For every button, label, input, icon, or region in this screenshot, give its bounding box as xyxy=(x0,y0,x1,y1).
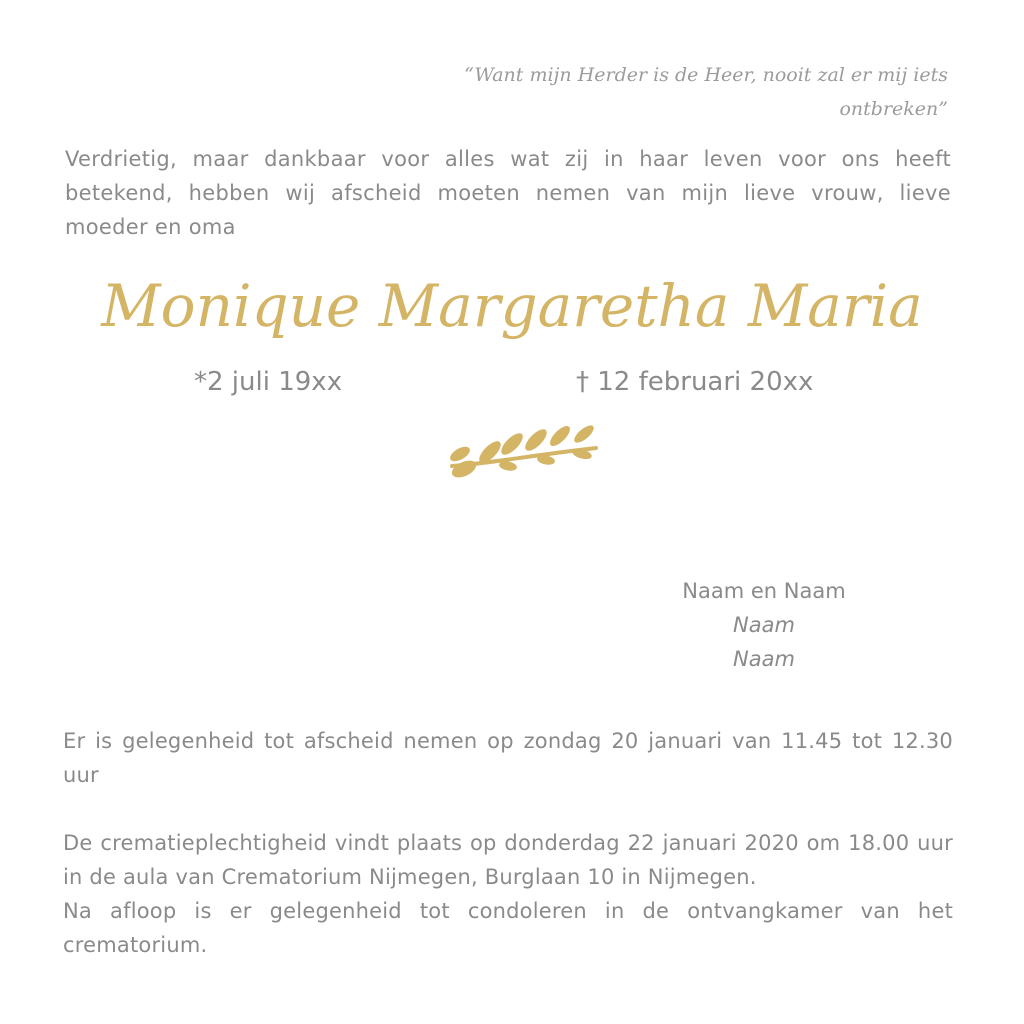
ceremony-text xyxy=(63,826,953,962)
family-line-2: Naam xyxy=(733,613,795,637)
birth-date: *2 juli 19xx xyxy=(194,367,343,397)
quote-line-1: “Want mijn Herder is de Heer, nooit zal er mij iets xyxy=(464,64,948,86)
ceremony-text-1: De crematieplechtigheid vindt plaats op donderdag 22 januari 2020 om 18.00 uur in de aula van Crematorium Nijmegen, Burglaan 10 in Nijmegen. xyxy=(63,831,953,889)
quote-line-2: ontbreken” xyxy=(839,98,948,120)
intro-text: Verdrietig, maar dankbaar voor alles wat zij in haar leven voor ons heeft betekend, hebben wij afscheid moeten nemen van mijn lieve vrouw, lieve moeder en oma xyxy=(65,147,951,239)
deceased-name: Monique Margaretha Maria xyxy=(101,272,923,340)
bible-quote xyxy=(400,58,948,126)
farewell-text: Er is gelegenheid tot afscheid nemen op zondag 20 januari van 11.45 tot 12.30 uur xyxy=(63,729,953,787)
ceremony-text-2: Na afloop is er gelegenheid tot condoleren in de ontvangkamer van het crematorium. xyxy=(63,899,953,957)
family-line-1: Naam en Naam xyxy=(682,579,846,603)
death-date: † 12 februari 20xx xyxy=(576,367,814,397)
family-names xyxy=(664,574,864,676)
laurel-branch-icon xyxy=(446,420,602,482)
family-line-3: Naam xyxy=(733,647,795,671)
